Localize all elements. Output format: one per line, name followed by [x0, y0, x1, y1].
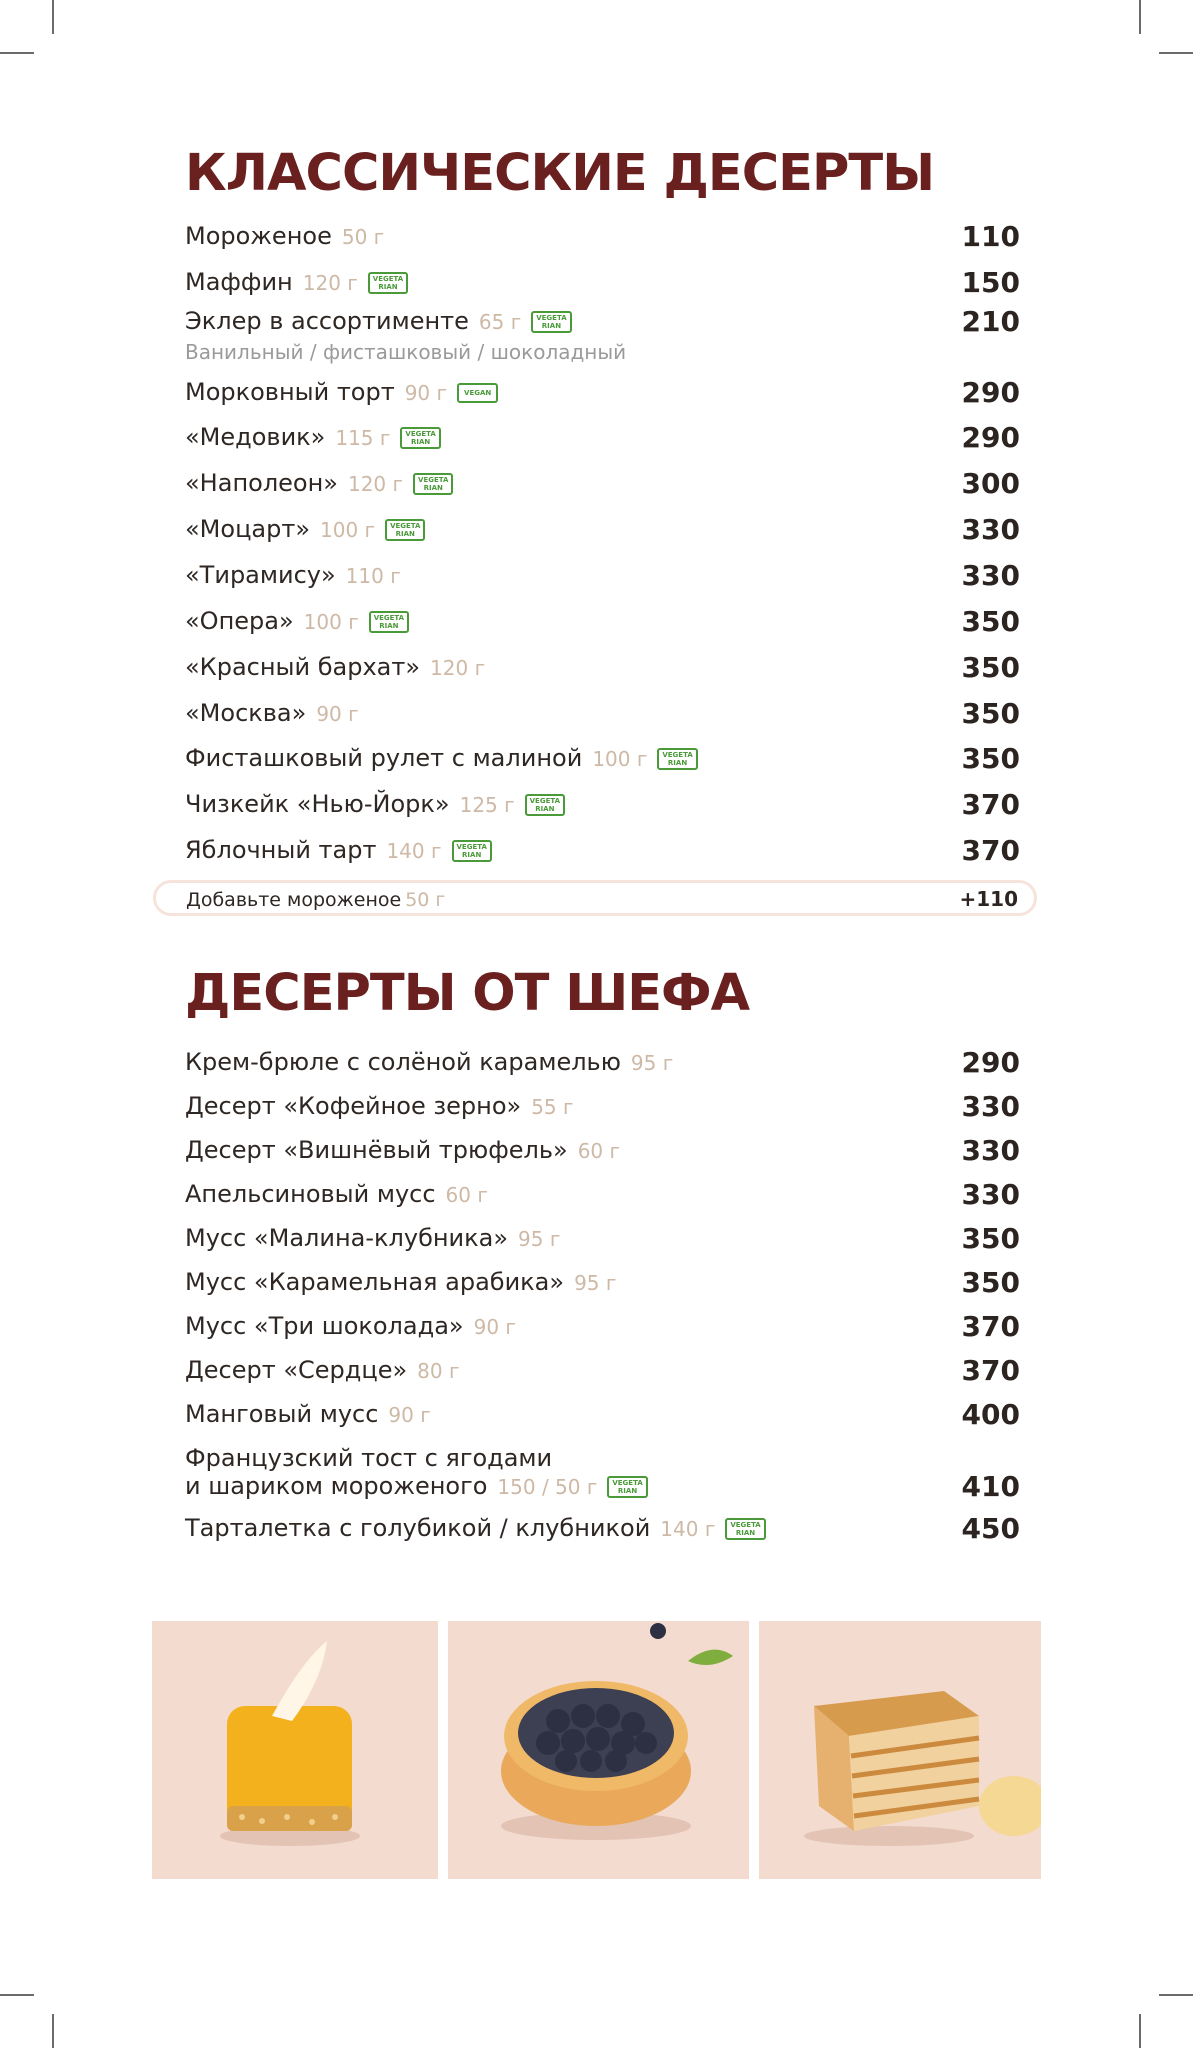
item-price: 150	[961, 266, 1020, 299]
item-price: 330	[961, 1134, 1020, 1167]
item-price: 290	[961, 421, 1020, 454]
vegetarian-icon: VEGETA RIAN	[385, 519, 425, 541]
crop-mark	[52, 0, 54, 34]
menu-item	[185, 790, 1020, 819]
menu-item	[185, 376, 1020, 409]
item-price: 350	[961, 651, 1020, 684]
item-weight: 65 г	[478, 310, 522, 334]
item-name: «Красный бархат»	[185, 653, 421, 681]
item-name: Тарталетка с голубикой / клубникой	[185, 1514, 651, 1542]
menu-item	[185, 220, 1020, 253]
menu-item	[185, 1178, 1020, 1211]
item-name: Манговый мусс	[185, 1400, 379, 1428]
vegetarian-icon: VEGETA RIAN	[607, 1476, 647, 1498]
item-weight: 60 г	[577, 1139, 621, 1163]
vegetarian-icon: VEGETA RIAN	[525, 794, 565, 816]
menu-item	[185, 1444, 1020, 1501]
menu-item	[185, 307, 1020, 364]
item-price: 350	[961, 742, 1020, 775]
menu-item	[185, 469, 1020, 498]
mango-mousse-illustration	[152, 1621, 438, 1879]
item-price: 370	[961, 788, 1020, 821]
menu-item	[185, 1514, 1020, 1543]
addon-weight: 50 г	[405, 889, 446, 911]
blueberry-tart-photo	[448, 1621, 749, 1879]
vegetarian-icon: VEGETA RIAN	[725, 1518, 765, 1540]
item-weight: 50 г	[341, 225, 385, 249]
item-price: 350	[961, 1222, 1020, 1255]
item-price: 370	[961, 834, 1020, 867]
crop-mark	[52, 2014, 54, 2048]
item-name: «Медовик»	[185, 423, 326, 451]
item-name: Морковный торт	[185, 378, 395, 406]
napoleon-cake-illustration	[759, 1621, 1041, 1879]
item-weight: 55 г	[531, 1095, 574, 1119]
item-weight: 90 г	[388, 1403, 431, 1427]
item-name: Мусс «Малина-клубника»	[185, 1224, 509, 1252]
item-name: «Наполеон»	[185, 469, 338, 497]
vegetarian-icon: VEGETA RIAN	[413, 473, 453, 495]
vegetarian-icon: VEGETA RIAN	[368, 272, 408, 294]
item-weight: 115 г	[335, 426, 391, 450]
vegetarian-icon: VEGETA RIAN	[369, 611, 409, 633]
item-price: 330	[961, 1178, 1020, 1211]
item-price: 210	[961, 305, 1020, 338]
item-name: Французский тост с ягодами	[185, 1444, 553, 1472]
item-weight: 100 г	[320, 518, 376, 542]
item-weight: 100 г	[303, 610, 359, 634]
item-price: 300	[961, 467, 1020, 500]
addon-ice-cream-row	[153, 880, 1037, 916]
item-price: 350	[961, 697, 1020, 730]
menu-item	[185, 697, 1020, 730]
menu-item	[185, 1398, 1020, 1431]
item-weight: 60 г	[445, 1183, 488, 1207]
item-price: 370	[961, 1354, 1020, 1387]
menu-item	[185, 651, 1020, 684]
item-description: Ванильный / фисташковый / шоколадный	[185, 339, 627, 364]
vegetarian-icon: VEGETA RIAN	[400, 427, 440, 449]
vegan-icon: VEGAN	[457, 383, 498, 403]
item-weight: 90 г	[473, 1315, 516, 1339]
item-name: Крем-брюле с солёной карамелью	[185, 1048, 621, 1076]
crop-mark	[1159, 52, 1193, 54]
addon-price: +110	[959, 887, 1018, 911]
item-price: 290	[961, 376, 1020, 409]
item-name: «Моцарт»	[185, 515, 311, 543]
crop-mark	[0, 52, 34, 54]
item-weight: 140 г	[386, 839, 442, 863]
menu-item	[185, 268, 1020, 297]
item-name: Мусс «Карамельная арабика»	[185, 1268, 565, 1296]
item-price: 350	[961, 605, 1020, 638]
item-price: 410	[961, 1470, 1020, 1503]
vegetarian-icon: VEGETA RIAN	[657, 748, 697, 770]
item-weight: 120 г	[430, 656, 486, 680]
item-weight: 125 г	[459, 793, 515, 817]
item-name: Яблочный тарт	[185, 836, 377, 864]
vegetarian-icon: VEGETA RIAN	[531, 311, 571, 333]
item-name: Эклер в ассортименте	[185, 307, 469, 335]
vegetarian-icon: VEGETA RIAN	[452, 840, 492, 862]
item-weight: 120 г	[347, 472, 404, 496]
item-weight: 95 г	[574, 1271, 617, 1295]
menu-item	[185, 1266, 1020, 1299]
menu-item	[185, 423, 1020, 452]
crop-mark	[1139, 2014, 1141, 2048]
item-price: 370	[961, 1310, 1020, 1343]
item-weight: 120 г	[302, 271, 358, 295]
item-name: Десерт «Кофейное зерно»	[185, 1092, 522, 1120]
item-weight: 100 г	[592, 747, 648, 771]
item-name: «Москва»	[185, 699, 307, 727]
item-name: Чизкейк «Нью-Йорк»	[185, 790, 450, 818]
crop-mark	[1139, 0, 1141, 34]
menu-item	[185, 607, 1020, 636]
item-price: 110	[961, 220, 1020, 253]
item-weight: 80 г	[417, 1359, 460, 1383]
item-name: Десерт «Вишнёвый трюфель»	[185, 1136, 568, 1164]
blueberry-tart-illustration	[448, 1621, 749, 1879]
item-price: 330	[961, 559, 1020, 592]
item-price: 330	[961, 513, 1020, 546]
crop-mark	[1159, 1994, 1193, 1996]
item-weight: 110 г	[345, 564, 401, 588]
item-price: 330	[961, 1090, 1020, 1123]
item-name-line2: и шариком мороженого	[185, 1472, 488, 1500]
menu-item	[185, 1354, 1020, 1387]
item-price: 450	[961, 1512, 1020, 1545]
item-name: Мороженое	[185, 222, 332, 250]
item-weight: 95 г	[630, 1051, 674, 1075]
item-weight: 90 г	[316, 702, 359, 726]
item-name: «Опера»	[185, 607, 294, 635]
menu-item	[185, 1222, 1020, 1255]
classic-desserts-title: КЛАССИЧЕСКИЕ ДЕСЕРТЫ	[185, 144, 935, 203]
menu-item	[185, 1090, 1020, 1123]
item-price: 290	[961, 1046, 1020, 1079]
menu-item	[185, 559, 1020, 592]
menu-item	[185, 744, 1020, 773]
item-weight: 95 г	[518, 1227, 561, 1251]
item-name: Маффин	[185, 268, 293, 296]
item-weight: 140 г	[660, 1517, 716, 1541]
item-name: Фисташковый рулет с малиной	[185, 744, 583, 772]
item-price: 350	[961, 1266, 1020, 1299]
napoleon-cake-photo	[759, 1621, 1041, 1879]
item-name: Десерт «Сердце»	[185, 1356, 408, 1384]
menu-item	[185, 1134, 1020, 1167]
item-price: 400	[961, 1398, 1020, 1431]
menu-item	[185, 1046, 1020, 1079]
chef-desserts-title: ДЕСЕРТЫ ОТ ШЕФА	[185, 964, 750, 1023]
menu-item	[185, 515, 1020, 544]
menu-item	[185, 1310, 1020, 1343]
item-weight: 150 / 50 г	[497, 1475, 598, 1499]
item-weight: 90 г	[404, 381, 448, 405]
crop-mark	[0, 1994, 34, 1996]
item-name: Апельсиновый мусс	[185, 1180, 436, 1208]
item-name: «Тирамису»	[185, 561, 336, 589]
addon-label: Добавьте мороженое	[186, 889, 402, 911]
menu-item	[185, 836, 1020, 865]
mango-mousse-photo	[152, 1621, 438, 1879]
item-name: Мусс «Три шоколада»	[185, 1312, 464, 1340]
